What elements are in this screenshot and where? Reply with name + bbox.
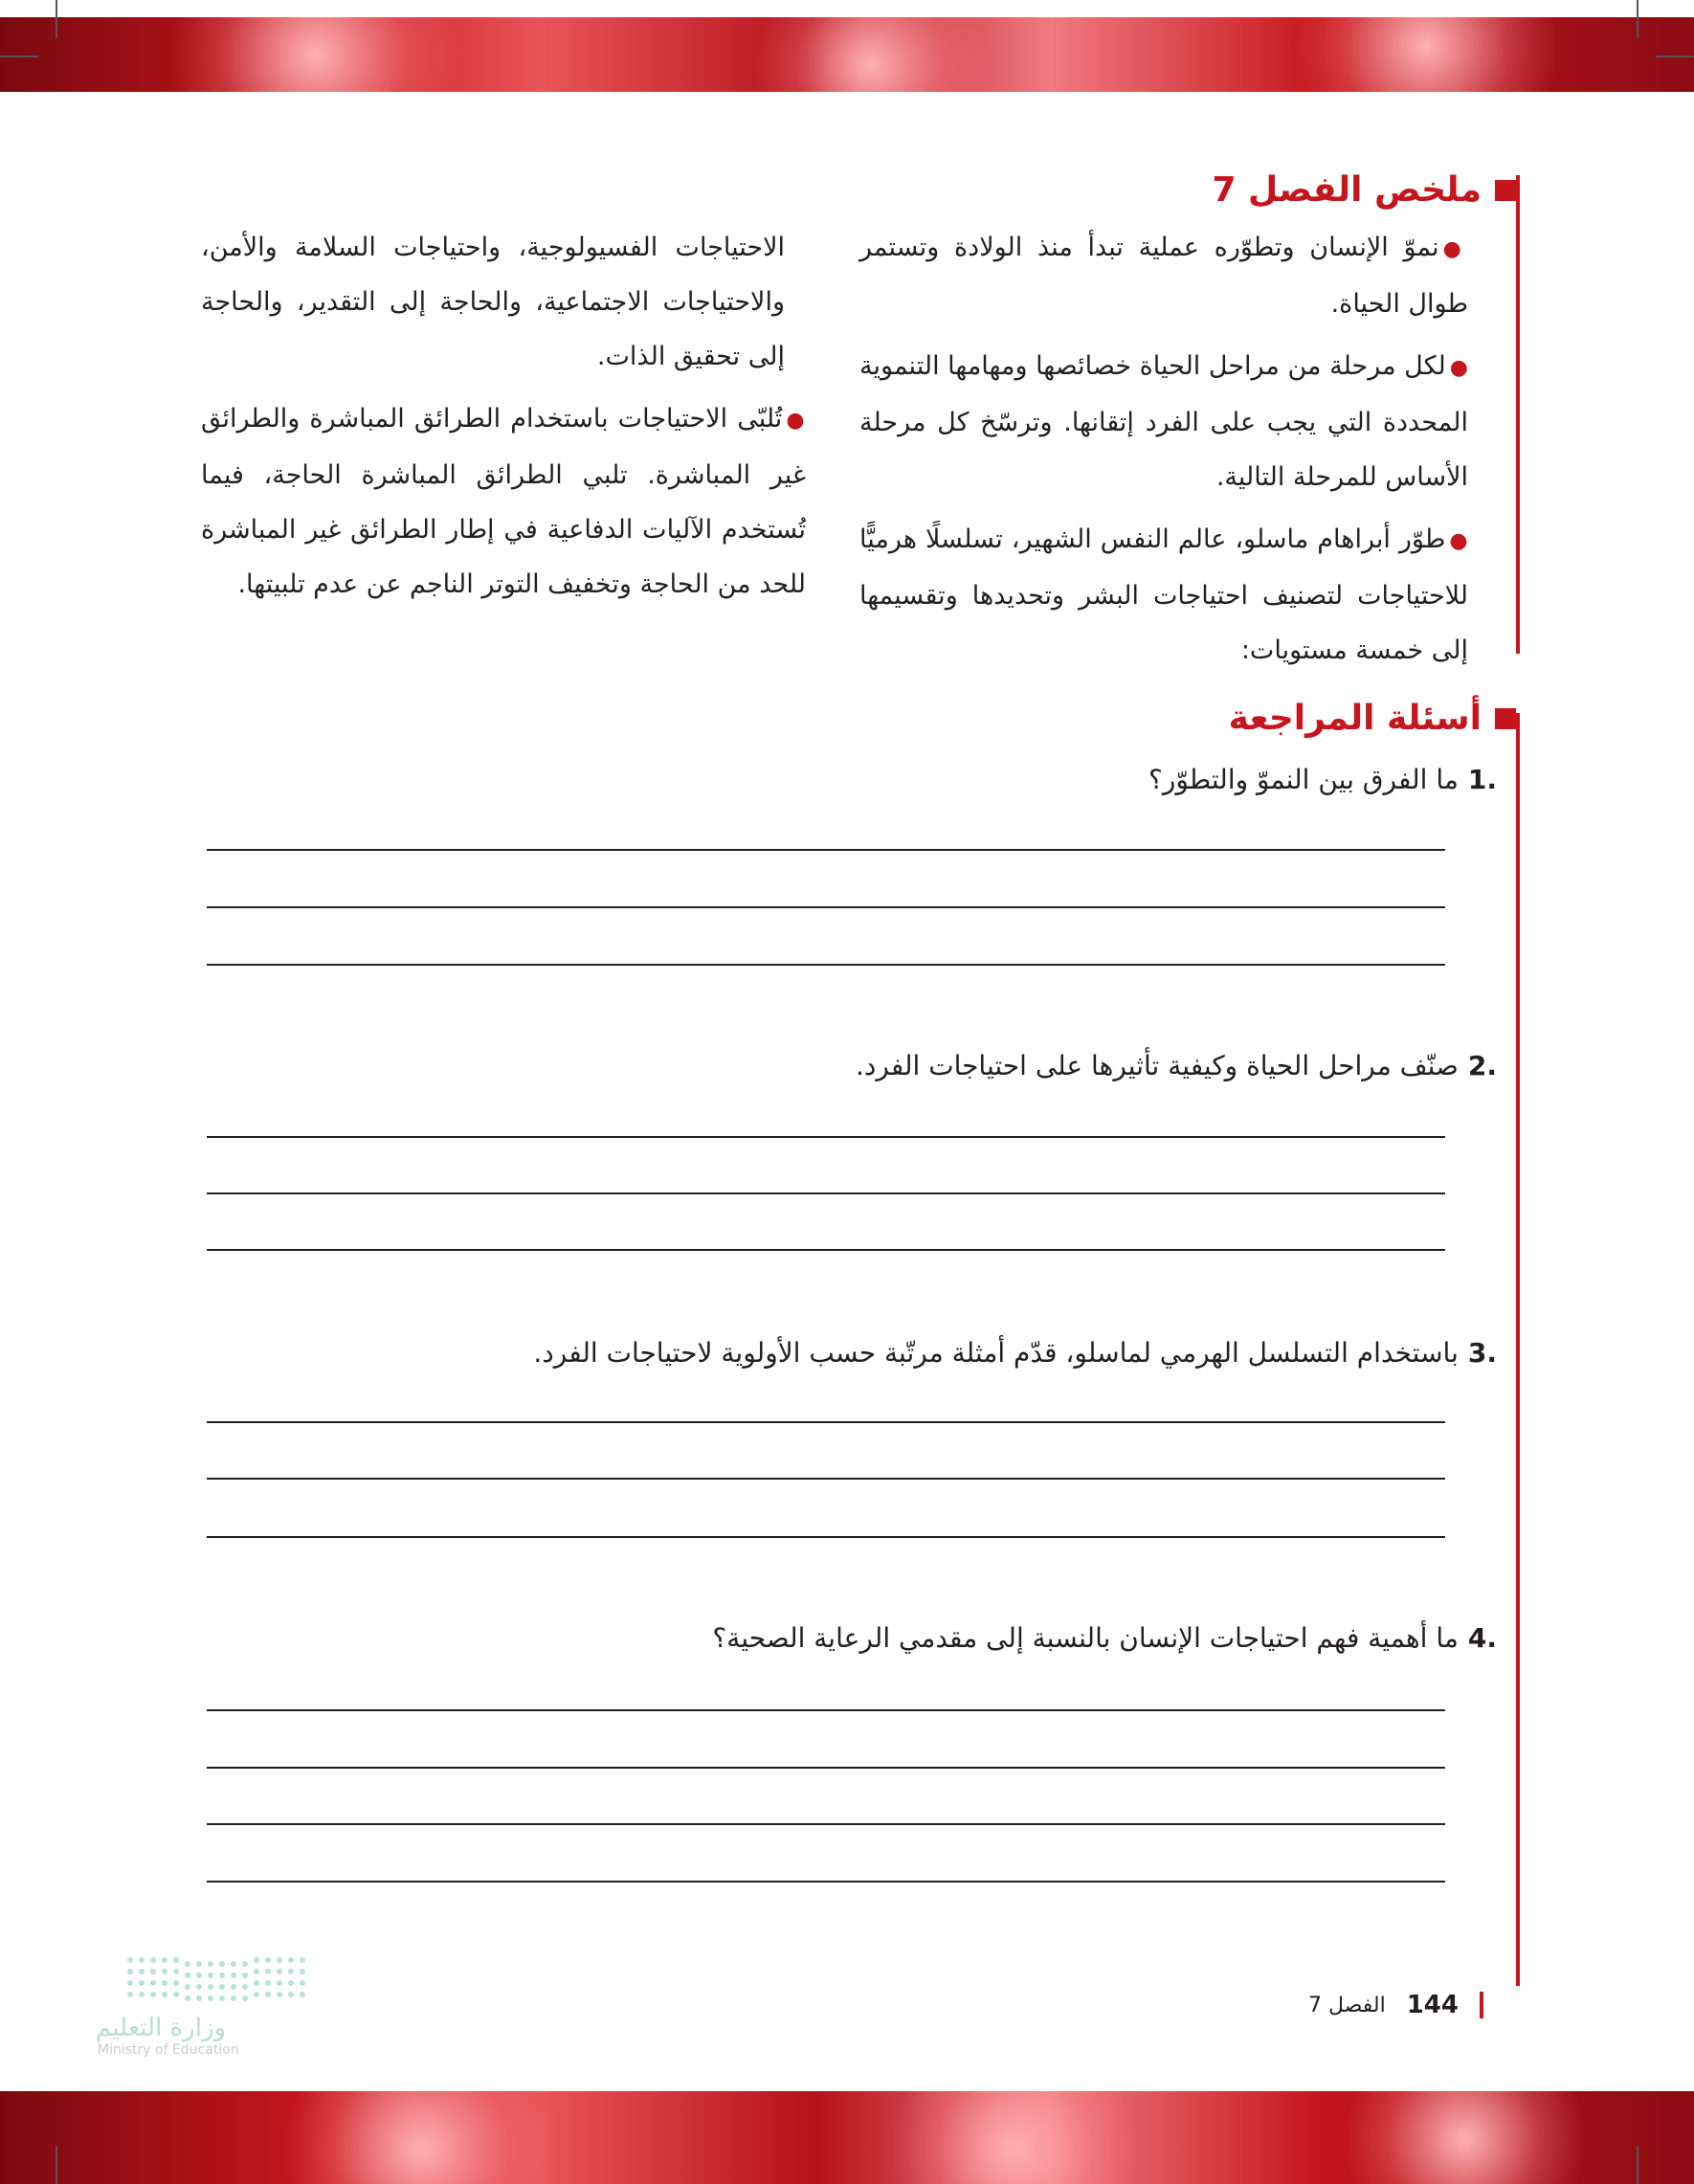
question-text: باستخدام التسلسل الهرمي لماسلو، قدّم أمثلة مرتّبة حسب الأولوية لاحتياجات الفرد.: [533, 1337, 1459, 1369]
footer-accent-bar: [1480, 1992, 1483, 2018]
summary-heading-text: ملخص الفصل 7: [1212, 170, 1482, 210]
answer-line[interactable]: [207, 964, 1445, 966]
crop-mark: [56, 2146, 57, 2184]
question-text: ما الفرق بين النموّ والتطوّر؟: [1148, 764, 1459, 795]
crop-mark: [1637, 2146, 1638, 2184]
review-question-1: [1148, 764, 1497, 795]
question-text: ما أهمية فهم احتياجات الإنسان بالنسبة إلى مقدمي الرعاية الصحية؟: [712, 1622, 1459, 1654]
answer-line[interactable]: [207, 1421, 1445, 1423]
page-footer: [1308, 1991, 1483, 2019]
summary-left-column: [201, 220, 806, 612]
review-question-2: [856, 1050, 1497, 1081]
bullet-dot-icon: ●: [786, 409, 807, 433]
top-decorative-band: [0, 17, 1694, 92]
crop-mark: [1637, 0, 1638, 38]
summary-heading: [1212, 170, 1516, 210]
page-number: 144: [1406, 1991, 1459, 2019]
crop-mark: [0, 56, 38, 57]
summary-bullet-item: ●لكل مرحلة من مراحل الحياة خصائصها ومهامها التنموية المحددة التي يجب على الفرد إتقانها. وترسّخ كل مرحلة الأساس للمرحلة التالية.: [859, 351, 1468, 492]
bullet-dot-icon: ●: [1449, 529, 1468, 553]
logo-english-text: Ministry of Education: [98, 2042, 239, 2058]
summary-right-column: [859, 220, 1468, 678]
answer-line[interactable]: [207, 1249, 1445, 1251]
answer-line[interactable]: [207, 1536, 1445, 1538]
question-text: صنّف مراحل الحياة وكيفية تأثيرها على احتياجات الفرد.: [856, 1050, 1459, 1081]
summary-bullet-item: ●تُلبّى الاحتياجات باستخدام الطرائق المباشرة والطرائق غير المباشرة. تلبي الطرائق المباشرة الحاجة، فيما تُستخدم الآليات الدفاعية في إطار الطرائق غير المباشرة للحد من الحاجة وتخفيف التوتر الناجم عن عدم تلبيتها.: [201, 404, 807, 599]
crop-mark: [56, 0, 57, 38]
answer-line[interactable]: [207, 1709, 1445, 1711]
bullet-dot-icon: ●: [1449, 356, 1468, 380]
chapter-label: الفصل 7: [1308, 1993, 1386, 2017]
question-number: .1: [1467, 764, 1497, 795]
answer-line[interactable]: [207, 1767, 1445, 1769]
heading-square-marker: [1495, 180, 1516, 201]
review-heading: [1229, 699, 1516, 738]
answer-line[interactable]: [207, 849, 1445, 851]
bottom-decorative-band: [0, 2091, 1694, 2184]
summary-bullet-item: ●طوّر أبراهام ماسلو، عالم النفس الشهير، تسلسلًا هرميًّا للاحتياجات لتصنيف احتياجات البشر وتحديدها وتقسيمها إلى خمسة مستويات:: [859, 524, 1468, 665]
logo-arabic-text: وزارة التعليم: [96, 2014, 227, 2042]
ministry-of-education-logo: [92, 1952, 341, 2067]
bullet-dot-icon: ●: [1442, 237, 1469, 261]
summary-bullet-item: ●نموّ الإنسان وتطوّره عملية تبدأ منذ الولادة وتستمر طوال الحياة.: [859, 233, 1469, 319]
answer-line[interactable]: [207, 1823, 1445, 1825]
review-question-4: [712, 1622, 1497, 1654]
summary-levels-text: الاحتياجات الفسيولوجية، واحتياجات السلامة والأمن، والاحتياجات الاجتماعية، والحاجة إلى التقدير، والحاجة إلى تحقيق الذات.: [201, 233, 785, 371]
heading-square-marker: [1495, 708, 1516, 729]
answer-line[interactable]: [207, 1136, 1445, 1138]
answer-line[interactable]: [207, 906, 1445, 908]
question-number: .3: [1467, 1337, 1497, 1369]
question-number: .2: [1467, 1050, 1497, 1081]
crop-mark: [1656, 56, 1694, 57]
answer-line[interactable]: [207, 1192, 1445, 1194]
summary-accent-rule: [1516, 175, 1520, 654]
review-heading-text: أسئلة المراجعة: [1228, 699, 1482, 738]
review-question-3: [533, 1337, 1497, 1369]
logo-dots-icon: [92, 1952, 341, 2010]
review-accent-rule: [1516, 713, 1520, 1986]
question-number: .4: [1467, 1622, 1497, 1654]
answer-line[interactable]: [207, 1478, 1445, 1480]
answer-line[interactable]: [207, 1881, 1445, 1883]
